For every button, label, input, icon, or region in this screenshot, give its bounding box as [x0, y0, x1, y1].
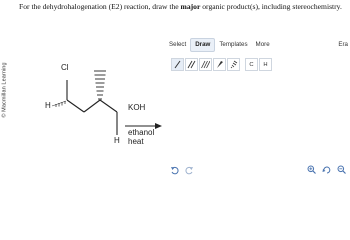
- atom-h-tool[interactable]: H: [259, 58, 272, 71]
- editor-toolbar: [165, 38, 274, 52]
- zoom-in-button[interactable]: [307, 165, 316, 174]
- history-controls: [170, 166, 194, 177]
- reagent-koh: KOH: [128, 103, 146, 112]
- wedge-bond-tool[interactable]: [213, 58, 226, 71]
- question-text: For the dehydrohalogenation (E2) reaction, draw the major organic product(s), including stereochemistry.: [19, 2, 342, 11]
- atom-label-h-left: H: [45, 101, 51, 110]
- templates-tab[interactable]: Templates: [219, 41, 248, 48]
- hashed-bond-methyl: [94, 71, 106, 99]
- molecule-skeleton: [67, 80, 117, 135]
- double-bond-tool[interactable]: [185, 58, 198, 71]
- single-bond-icon: [173, 60, 182, 69]
- copyright-text: © Macmillan Learning: [2, 61, 8, 118]
- draw-tab[interactable]: Draw: [190, 38, 215, 52]
- triple-bond-icon: [201, 60, 210, 69]
- zoom-reset-button[interactable]: [322, 165, 331, 174]
- bond-tools: [171, 58, 272, 71]
- select-tab[interactable]: Select: [169, 41, 187, 48]
- double-bond-icon: [187, 60, 196, 69]
- redo-button[interactable]: [185, 166, 194, 177]
- drawing-editor: [165, 38, 350, 179]
- reset-icon: [322, 165, 331, 174]
- more-tab[interactable]: More: [255, 41, 270, 48]
- triple-bond-tool[interactable]: [199, 58, 212, 71]
- question-emphasis: major: [180, 2, 201, 11]
- erase-button[interactable]: Era: [338, 41, 348, 48]
- hash-bond-icon: [229, 60, 238, 69]
- zoom-in-icon: [307, 165, 316, 174]
- zoom-out-button[interactable]: [337, 165, 346, 174]
- reagent-ethanol: ethanol: [128, 128, 155, 137]
- undo-icon: [170, 166, 179, 175]
- zoom-out-icon: [337, 165, 346, 174]
- atom-label-h-bottom: H: [114, 136, 120, 145]
- single-bond-tool[interactable]: [171, 58, 184, 71]
- redo-icon: [185, 166, 194, 175]
- hashed-bond-h-left: [52, 101, 66, 107]
- wedge-bond-icon: [215, 60, 224, 69]
- atom-label-cl: Cl: [61, 63, 69, 72]
- reagent-heat: heat: [128, 137, 144, 146]
- atom-c-tool[interactable]: C: [245, 58, 258, 71]
- undo-button[interactable]: [170, 166, 179, 177]
- zoom-controls: [307, 165, 346, 174]
- hash-bond-tool[interactable]: [227, 58, 240, 71]
